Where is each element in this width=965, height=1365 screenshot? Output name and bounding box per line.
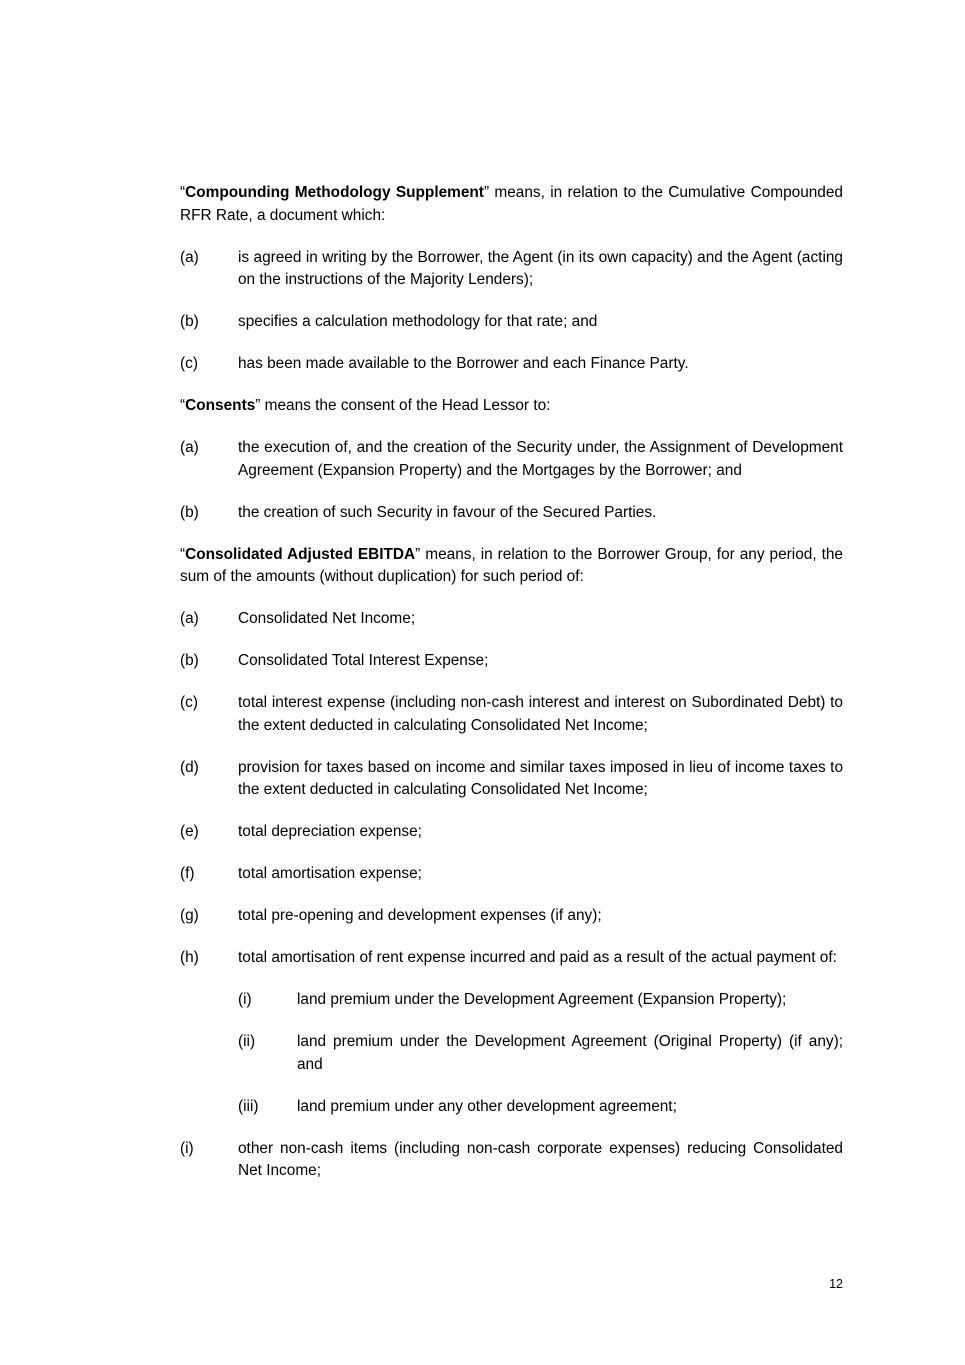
page-number: 12 (829, 1277, 843, 1291)
list-item: (e) total depreciation expense; (180, 823, 422, 840)
list-item: (g) total pre-opening and development expenses (if any); (180, 907, 602, 924)
list-item: (f) total amortisation expense; (180, 865, 422, 882)
list-item: (c) has been made available to the Borrower and each Finance Party. (180, 355, 689, 372)
definition-consolidated-adjusted-ebitda: “Consolidated Adjusted EBITDA” means, in relation to the Borrower Group, for any period, the sum of the amounts (without duplication) for such period of: (180, 545, 843, 585)
defined-term: Consolidated Adjusted EBITDA (185, 545, 416, 563)
list-item: (b) the creation of such Security in favour of the Secured Parties. (180, 503, 657, 521)
list-item: (b) specifies a calculation methodology for that rate; and (180, 313, 598, 330)
sub-list-item: (i) land premium under the Development Agreement (Expansion Property); (238, 991, 787, 1008)
list-item: (a) Consolidated Net Income; (180, 610, 416, 627)
document-page (180, 182, 843, 1202)
list-item: (i) other non-cash items (including non-cash corporate expenses) reducing Consolidated Net Income; (180, 1139, 843, 1179)
defined-term: Consents (185, 397, 256, 414)
list-item: (c) total interest expense (including non-cash interest and interest on Subordinated Debt) to the extent deducted in calculating Consolidated Net Income; (180, 694, 843, 734)
definition-consents: “Consents” means the consent of the Head Lessor to: (180, 397, 551, 414)
definition-compounding-methodology-supplement: “Compounding Methodology Supplement” means, in relation to the Cumulative Compounded RFR Rate, a document which: (180, 184, 843, 224)
list-item: (d) provision for taxes based on income and similar taxes imposed in lieu of income taxes to the extent deducted in calculating Consolidated Net Income; (180, 758, 843, 798)
sub-list-item: (ii) land premium under the Development Agreement (Original Property) (if any); and (238, 1033, 843, 1073)
list-item: (a) the execution of, and the creation of the Security under, the Assignment of Development Agreement (Expansion Property) and the Mortgages by the Borrower; and (180, 439, 843, 479)
list-item: (b) Consolidated Total Interest Expense; (180, 652, 489, 669)
list-item: (h) total amortisation of rent expense incurred and paid as a result of the actual payment of: (180, 949, 837, 966)
list-item: (a) is agreed in writing by the Borrower, the Agent (in its own capacity) and the Agent (acting on the instructions of the Majority Lenders); (180, 248, 843, 288)
sub-list-item: (iii) land premium under any other development agreement; (238, 1097, 677, 1115)
defined-term: Compounding Methodology Supplement (185, 184, 484, 201)
